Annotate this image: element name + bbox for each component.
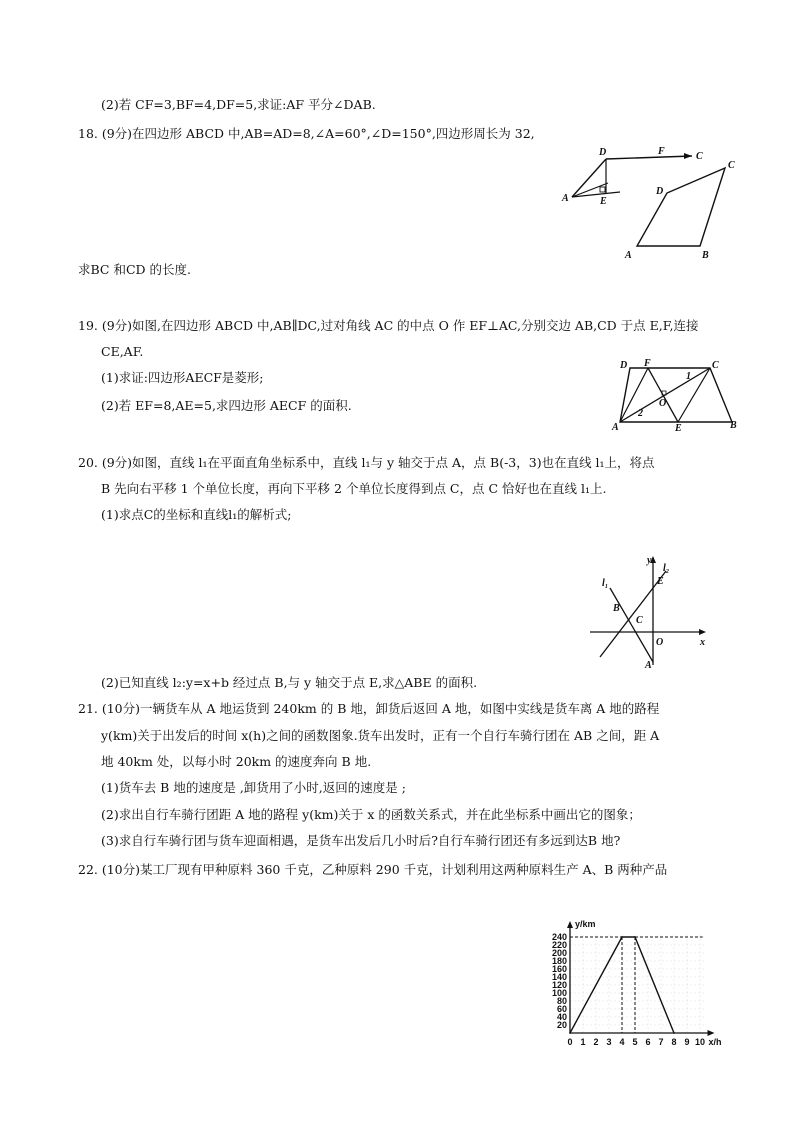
q17-part2: (2)若 CF=3,BF=4,DF=5,求证:AF 平分∠DAB.: [101, 97, 376, 112]
q22-stem: 22. (10分)某工厂现有甲种原料 360 千克，乙种原料 290 千克，计划利用这两种原料生产 A、B 两种产品: [78, 862, 668, 877]
q21-part2: (2)求出自行车骑行团距 A 地的路程 y(km)关于 x 的函数关系式，并在此坐标系中画出它的图象；: [101, 807, 641, 822]
q18-quad-label-C: C: [728, 160, 735, 171]
y-tick-label: 100: [551, 988, 567, 998]
y-tick-label: 220: [551, 940, 567, 950]
q20-label-A: A: [645, 660, 652, 671]
x-tick-label: 5: [632, 1037, 638, 1047]
q20-figure: [588, 555, 710, 670]
q21-part1: (1)货车去 B 地的速度是 ,卸货用了小时,返回的速度是 ;: [101, 780, 406, 795]
y-tick-label: 40: [556, 1012, 567, 1022]
y-tick-label: 160: [551, 964, 567, 974]
q20-label-y: y: [647, 555, 652, 566]
q21-stem-line3: 地 40km 处，以每小时 20km 的速度奔向 B 地.: [101, 754, 372, 769]
q19-part2: (2)若 EF=8,AE=5,求四边形 AECF 的面积.: [101, 398, 352, 413]
q18-small-label-D: D: [599, 147, 607, 158]
x-tick-label: 2: [593, 1037, 599, 1047]
x-axis-label: x/h: [708, 1037, 722, 1047]
q20-stem-line1: 20. (9分)如图，直线 l₁在平面直角坐标系中，直线 l₁与 y 轴交于点 A，点 B(-3，3)也在直线 l₁上，将点: [78, 455, 655, 470]
q19-label-D: D: [620, 360, 628, 371]
q19-label-2: 2: [638, 408, 643, 419]
q18-question: 求BC 和CD 的长度.: [78, 262, 191, 277]
y-tick-label: 240: [551, 932, 567, 942]
q20-label-x: x: [700, 637, 705, 648]
q20-label-C: C: [636, 615, 643, 626]
q20-label-l1: l₁: [602, 578, 609, 589]
q19-label-B: B: [730, 420, 737, 431]
q20-part2: (2)已知直线 l₂:y=x+b 经过点 B,与 y 轴交于点 E,求△ABE 的面积.: [101, 675, 478, 690]
q20-label-B: B: [613, 603, 620, 614]
q18-quad-label-B: B: [702, 250, 709, 261]
q18-small-label-A: A: [562, 193, 569, 204]
x-tick-label: 10: [694, 1037, 706, 1047]
x-tick-label: 0: [567, 1037, 573, 1047]
q19-stem-line1: 19. (9分)如图,在四边形 ABCD 中,AB∥DC,过对角线 AC 的中点 O 作 EF⊥AC,分别交边 AB,CD 于点 E,F,连接: [78, 318, 699, 333]
q19-part1: (1)求证:四边形AECF是菱形;: [101, 370, 264, 385]
q18-stem: 18. (9分)在四边形 ABCD 中,AB=AD=8,∠A=60°,∠D=150°,四边形周长为 32,: [78, 126, 535, 141]
q19-figure: [612, 358, 742, 434]
q20-label-O: O: [656, 637, 664, 648]
q20-label-E: E: [657, 576, 664, 587]
q19-stem-line2: CE,AF.: [101, 344, 144, 359]
q20-label-l2: l₂: [663, 563, 670, 574]
q21-distance-time-chart: [540, 912, 740, 1052]
q21-stem-line2: y(km)关于出发后的时间 x(h)之间的函数图象.货车出发时，正有一个自行车骑行团在 AB 之间，距 A: [101, 728, 660, 743]
y-tick-label: 20: [556, 1020, 567, 1030]
q18-small-label-E: E: [600, 196, 607, 207]
series-point: [673, 1032, 675, 1034]
x-tick-label: 6: [645, 1037, 651, 1047]
q19-label-O: O: [659, 398, 667, 409]
q18-quad-label-D: D: [656, 186, 664, 197]
x-tick-label: 4: [619, 1037, 625, 1047]
q21-part3: (3)求自行车骑行团与货车迎面相遇，是货车出发后几小时后?自行车骑行团还有多远到达B 地?: [101, 833, 621, 848]
q18-small-label-F: F: [658, 146, 665, 157]
x-tick-label: 1: [580, 1037, 586, 1047]
y-tick-label: 180: [551, 956, 567, 966]
q19-label-C: C: [712, 360, 719, 371]
series-point: [569, 1032, 571, 1034]
x-tick-label: 7: [658, 1037, 664, 1047]
x-tick-label: 8: [671, 1037, 677, 1047]
y-tick-label: 200: [551, 948, 567, 958]
q18-quad-label-A: A: [625, 250, 632, 261]
q19-label-F: F: [644, 358, 651, 369]
q19-label-1: 1: [686, 371, 691, 382]
q20-stem-line2: B 先向右平移 1 个单位长度，再向下平移 2 个单位长度得到点 C，点 C 恰好也在直线 l₁上.: [101, 481, 607, 496]
y-tick-label: 140: [551, 972, 567, 982]
y-tick-label: 120: [551, 980, 567, 990]
x-axis-arrow: [708, 1030, 715, 1036]
y-tick-label: 60: [556, 1004, 567, 1014]
y-tick-label: 80: [556, 996, 567, 1006]
q19-label-E: E: [675, 423, 682, 434]
y-axis-arrow: [567, 921, 573, 928]
q18-small-label-C: C: [696, 151, 703, 162]
q21-stem-line1: 21. (10分)一辆货车从 A 地运货到 240km 的 B 地，卸货后返回 A 地，如图中实线是货车离 A 地的路程: [78, 701, 660, 716]
series-point: [621, 936, 623, 938]
series-point: [634, 936, 636, 938]
y-axis-label: y/km: [575, 919, 596, 929]
q19-label-A: A: [612, 422, 619, 433]
x-tick-label: 3: [606, 1037, 612, 1047]
x-tick-label: 9: [684, 1037, 690, 1047]
q18-quad-figure: [620, 160, 740, 265]
q20-part1: (1)求点C的坐标和直线l₁的解析式;: [101, 507, 292, 522]
